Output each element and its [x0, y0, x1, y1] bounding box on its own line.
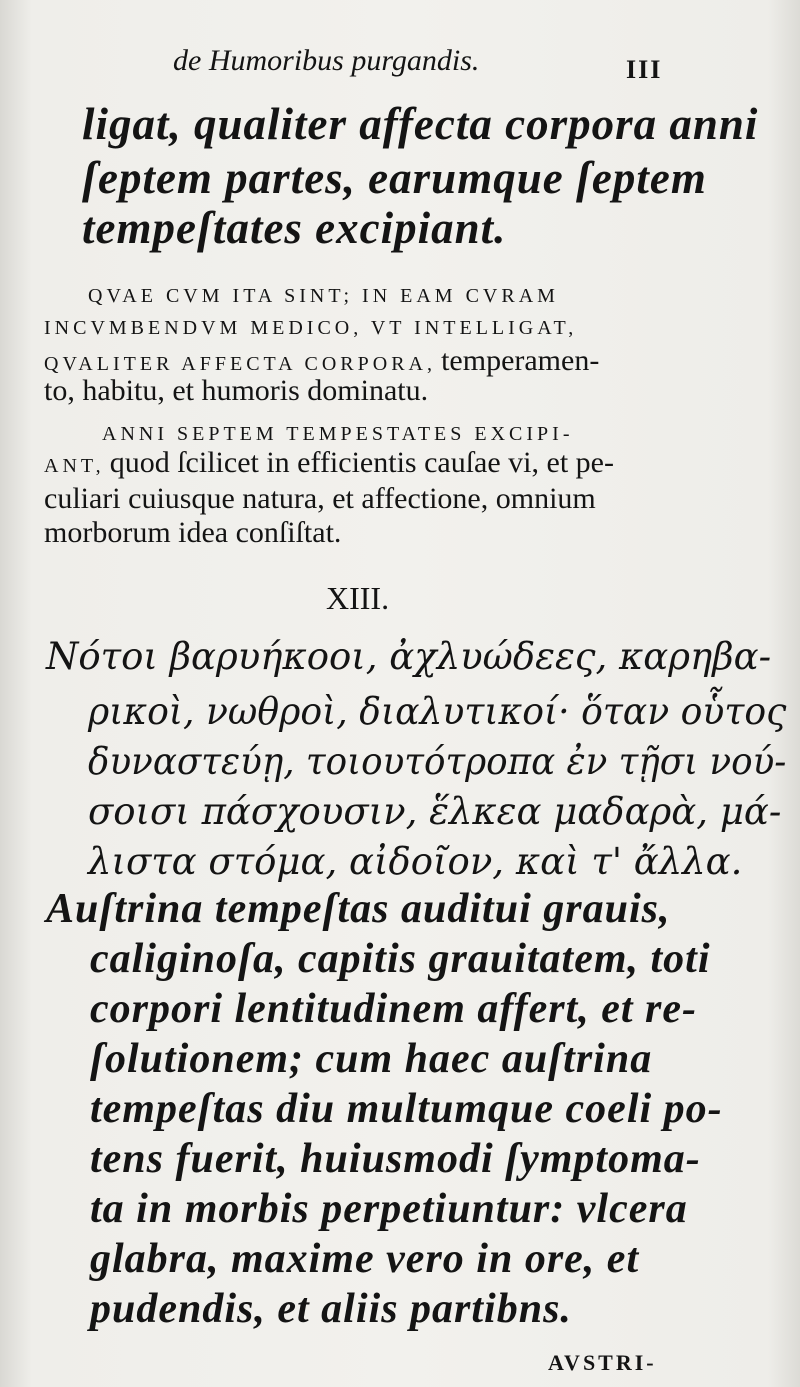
commentary-text: morborum idea conſiſtat.: [44, 516, 342, 549]
commentary-text: quod ſcilicet in efficientis cauſae vi, et pe-: [109, 446, 614, 479]
page-number: III: [626, 55, 663, 84]
greek-line: Νότοι βαρυήκοοι, ἀχλυώδεες, καρηβα-: [46, 635, 772, 678]
commentary-text: temperamen-: [441, 344, 600, 377]
quote-line: tempeſtates excipiant.: [82, 203, 507, 253]
quote-line: ligat, qualiter affecta corpora anni: [82, 99, 759, 149]
commentary-smallcaps: QVALITER AFFECTA CORPORA,: [44, 353, 436, 375]
catchword: AVSTRI-: [548, 1350, 657, 1375]
greek-line: δυναστεύῃ, τοιουτότροπα ἐν τῇσι νού-: [88, 740, 787, 783]
commentary-text: to, habitu, et humoris dominatu.: [44, 374, 429, 407]
translation-line: corpori lentitudinem affert, et re-: [90, 986, 698, 1032]
translation-line: pudendis, et aliis partibns.: [90, 1286, 572, 1332]
commentary-line: [44, 344, 599, 378]
commentary-line: [44, 446, 614, 480]
translation-line: tens fuerit, huiusmodi ſymptoma-: [90, 1136, 701, 1182]
translation-line: Auſtrina tempeſtas auditui grauis,: [46, 886, 671, 932]
translation-line: caliginoſa, capitis grauitatem, toti: [90, 936, 711, 982]
translation-line: tempeſtas diu multumque coeli po-: [90, 1086, 723, 1132]
running-title: de Humoribus purgandis.: [173, 44, 480, 77]
translation-line: glabra, maxime vero in ore, et: [90, 1236, 640, 1282]
commentary-smallcaps: ANT,: [44, 455, 105, 477]
quote-line: ſeptem partes, earumque ſeptem: [82, 153, 707, 203]
greek-line: σοισι πάσχουσιν, ἕλκεα μαδαρὰ, μά-: [88, 790, 782, 833]
translation-line: ta in morbis perpetiuntur: vlcera: [90, 1186, 688, 1232]
translation-line: ſolutionem; cum haec auſtrina: [90, 1036, 653, 1082]
greek-line: ρικοὶ, νωθροὶ, διαλυτικοί· ὅταν οὗτος: [88, 690, 787, 733]
section-number: XIII.: [326, 580, 390, 616]
greek-line: λιστα στόμα, αἰδοῖον, καὶ τ' ἄλλα.: [88, 840, 743, 883]
commentary-text: culiari cuiusque natura, et affectione, omnium: [44, 482, 596, 515]
commentary-smallcaps: ANNI SEPTEM TEMPESTATES EXCIPI-: [102, 423, 574, 445]
commentary-smallcaps: QVAE CVM ITA SINT; IN EAM CVRAM: [88, 285, 559, 307]
commentary-smallcaps: INCVMBENDVM MEDICO, VT INTELLIGAT,: [44, 317, 578, 339]
